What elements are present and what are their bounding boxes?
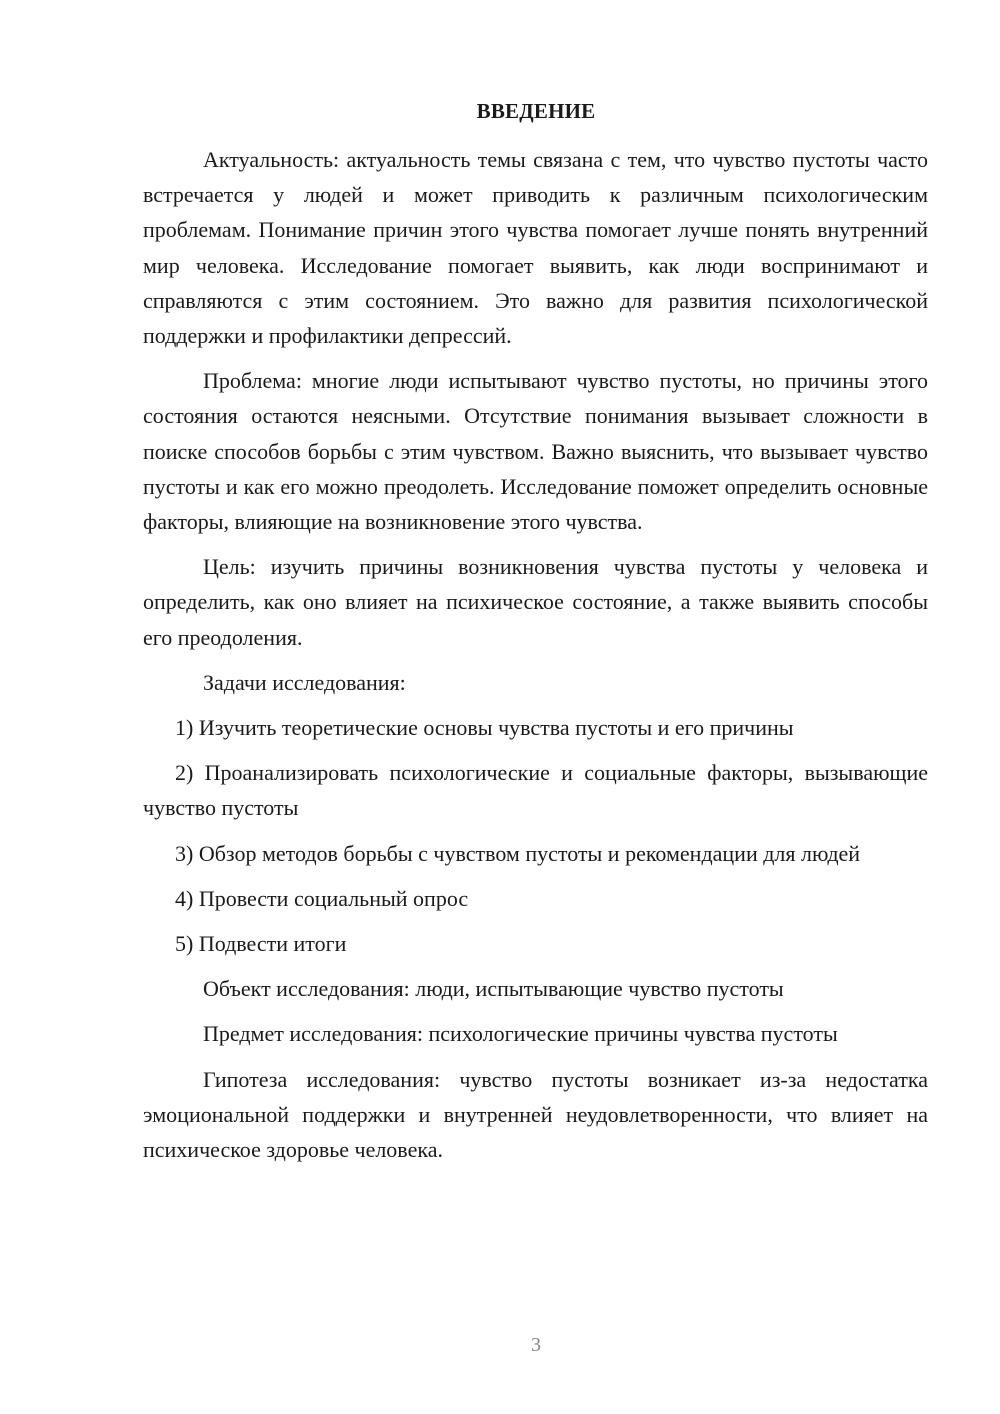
task-item-2: 2) Проанализировать психологические и социальные факторы, вызывающие чувство пустоты (143, 760, 928, 821)
task-item-5: 5) Подвести итоги (175, 931, 347, 957)
page-number: 3 (531, 1334, 541, 1356)
subject-paragraph: Предмет исследования: психологические причины чувства пустоты (203, 1021, 838, 1047)
hypothesis-paragraph: Гипотеза исследования: чувство пустоты возникает из-за недостатка эмоциональной поддержки и внутренней неудовлетворенности, что влияет на психическое здоровье человека. (143, 1066, 928, 1163)
task-item-3: 3) Обзор методов борьбы с чувством пустоты и рекомендации для людей (175, 840, 861, 866)
object-paragraph: Объект исследования: люди, испытывающие чувство пустоты (203, 976, 784, 1002)
task-item-1: 1) Изучить теоретические основы чувства пустоты и его причины (175, 715, 794, 741)
section-heading: ВВЕДЕНИЕ (476, 99, 596, 123)
tasks-title: Задачи исследования: (203, 669, 406, 695)
relevance-paragraph: Актуальность: актуальность темы связана с тем, что чувство пустоты часто встречается у людей и может приводить к различным психологическим проблемам. Понимание причин этого чувства помогает лучше понять внутренний мир человека. Исследование помогает выявить, как люди воспринимают и справляются с этим состоянием. Это важно для развития психологической поддержки и профилактики депрессий. (143, 147, 928, 349)
problem-paragraph: Проблема: многие люди испытывают чувство пустоты, но причины этого состояния остаются неясными. Отсутствие понимания вызывает сложности в поиске способов борьбы с этим чувством. Важно выяснить, что вызывает чувство пустоты и как его можно преодолеть. Исследование поможет определить основные факторы, влияющие на возникновение этого чувства. (143, 368, 928, 535)
document-body (143, 142, 928, 1167)
goal-paragraph: Цель: изучить причины возникновения чувства пустоты у человека и определить, как оно влияет на психическое состояние, а также выявить способы его преодоления. (143, 554, 928, 650)
task-item-4: 4) Провести социальный опрос (175, 885, 469, 911)
